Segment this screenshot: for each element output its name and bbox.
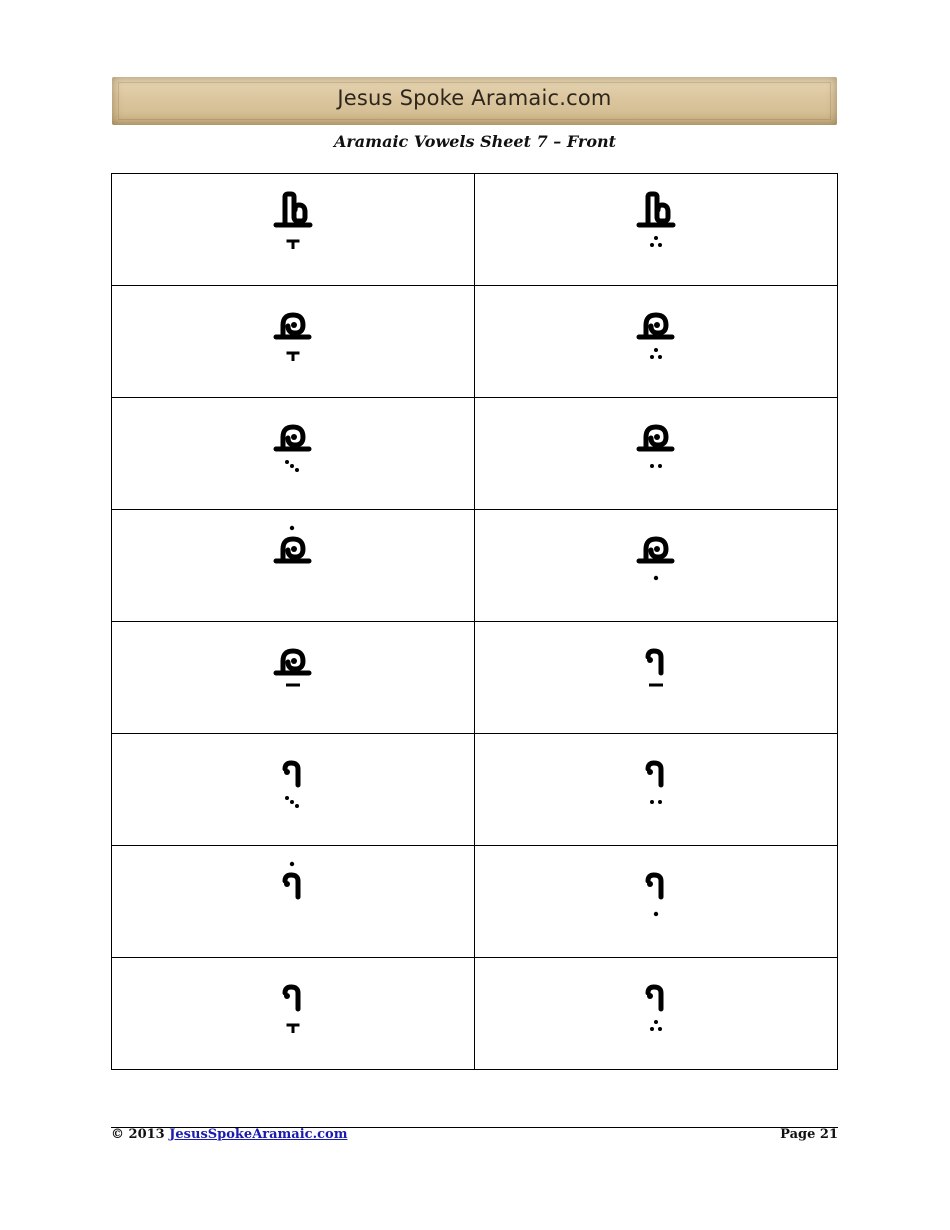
flashcard	[475, 510, 838, 622]
yod-zqapa-glyph-icon	[271, 973, 315, 1033]
yod-rbasa-horizontal-glyph-icon	[634, 749, 678, 809]
yod-line-below-glyph-icon	[634, 637, 678, 697]
page-footer	[111, 1127, 838, 1147]
page-number: Page 21	[780, 1127, 838, 1142]
site-banner	[112, 77, 837, 125]
yod-letter-icon	[284, 763, 298, 785]
yod-letter-icon	[647, 651, 661, 673]
tet-zqapa-glyph-icon	[271, 189, 315, 249]
dot-above-vowel-mark-icon	[290, 862, 294, 866]
tet-letter-icon	[276, 194, 310, 225]
page-title: Aramaic Vowels Sheet 7 – Front	[333, 132, 617, 151]
pe-line-below-glyph-icon	[271, 637, 315, 697]
flashcard	[112, 622, 475, 734]
flashcard	[112, 510, 475, 622]
tet-rbasa-triangle-glyph-icon	[634, 189, 678, 249]
yod-letter-icon	[647, 763, 661, 785]
yod-letter-icon	[284, 987, 298, 1009]
pe-letter-icon	[276, 651, 309, 673]
yod-letter-icon	[647, 875, 661, 897]
yod-letter-icon	[647, 987, 661, 1009]
pe-rbasa-horizontal-glyph-icon	[634, 413, 678, 473]
yod-rbasa-diagonal-glyph-icon	[271, 749, 315, 809]
flashcard	[475, 398, 838, 510]
flashcard	[112, 734, 475, 846]
rbasa-horizontal-vowel-mark-icon	[650, 464, 662, 468]
pe-letter-icon	[639, 315, 672, 337]
flashcard	[475, 958, 838, 1070]
rbasa-horizontal-vowel-mark-icon	[650, 800, 662, 804]
yod-letter-icon	[284, 875, 298, 897]
flashcard	[475, 734, 838, 846]
pe-letter-icon	[639, 427, 672, 449]
copyright-notice	[111, 1127, 347, 1142]
flashcard	[112, 398, 475, 510]
yod-dot-above-glyph-icon	[271, 861, 315, 921]
rbasa-triangle-vowel-mark-icon	[650, 348, 662, 359]
dot-above-vowel-mark-icon	[290, 526, 294, 530]
site-link[interactable]: JesusSpokeAramaic.com	[169, 1127, 348, 1142]
zqapa-vowel-mark-icon	[288, 353, 298, 360]
banner-title: Jesus Spoke Aramaic.com	[337, 86, 612, 110]
copyright-text: © 2013	[111, 1127, 165, 1142]
yod-dot-below-glyph-icon	[634, 861, 678, 921]
flashcard	[112, 846, 475, 958]
rbasa-diagonal-vowel-mark-icon	[285, 796, 299, 808]
yod-rbasa-triangle-glyph-icon	[634, 973, 678, 1033]
pe-dot-below-glyph-icon	[634, 525, 678, 585]
flashcard	[475, 622, 838, 734]
tet-letter-icon	[639, 194, 673, 225]
flashcard-grid	[111, 173, 838, 1070]
dot-below-vowel-mark-icon	[654, 576, 658, 580]
pe-letter-icon	[276, 315, 309, 337]
rbasa-triangle-vowel-mark-icon	[650, 1020, 662, 1031]
flashcard	[112, 958, 475, 1070]
pe-rbasa-triangle-glyph-icon	[634, 301, 678, 361]
pe-letter-icon	[276, 427, 309, 449]
zqapa-vowel-mark-icon	[288, 241, 298, 248]
flashcard	[112, 174, 475, 286]
pe-letter-icon	[276, 539, 309, 561]
rbasa-diagonal-vowel-mark-icon	[285, 460, 299, 472]
flashcard	[475, 286, 838, 398]
flashcard	[112, 286, 475, 398]
rbasa-triangle-vowel-mark-icon	[650, 236, 662, 247]
pe-zqapa-glyph-icon	[271, 301, 315, 361]
dot-below-vowel-mark-icon	[654, 912, 658, 916]
flashcard	[475, 174, 838, 286]
pe-letter-icon	[639, 539, 672, 561]
zqapa-vowel-mark-icon	[288, 1025, 298, 1032]
pe-rbasa-diagonal-glyph-icon	[271, 413, 315, 473]
flashcard	[475, 846, 838, 958]
pe-dot-above-glyph-icon	[271, 525, 315, 585]
